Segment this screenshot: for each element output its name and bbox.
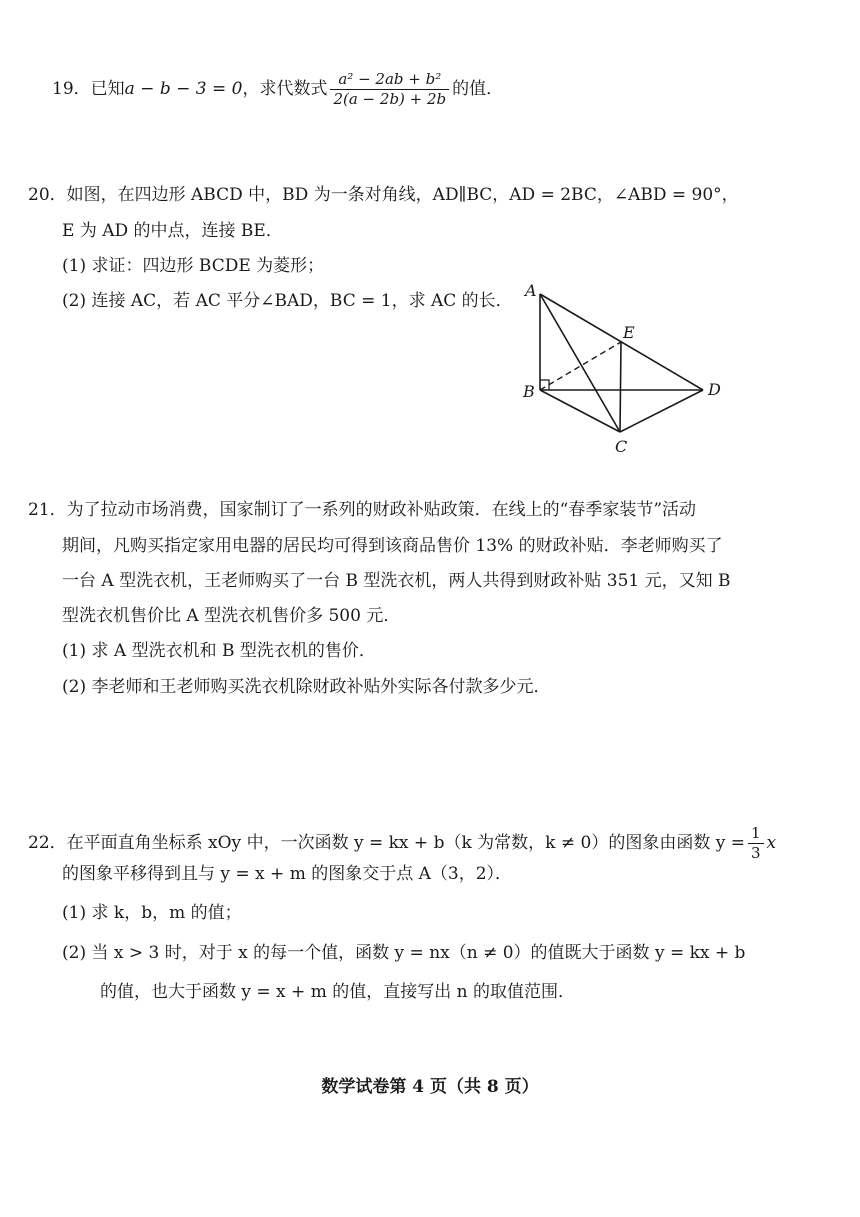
q19-fraction-numerator: a² − 2ab + b² [330,70,449,90]
q19-fraction [330,70,449,109]
q19-suffix: 的值． [452,79,504,99]
label-A: A [525,281,537,300]
label-B: B [523,382,535,401]
q21-line-3: 一台 A 型洗衣机，王老师购买了一台 B 型洗衣机，两人共得到财政补贴 351 元，又知 B [62,571,731,591]
q22-line-2: 的图象平移得到且与 y = x + m 的图象交于点 A（3，2）． [62,864,513,884]
question-19 [52,70,503,109]
q20-part-2: (2) 连接 AC，若 AC 平分∠BAD，BC = 1，求 AC 的长． [62,291,513,311]
q19-fraction-denominator: 2(a − 2b) + 2b [333,90,447,108]
segment-AD [540,294,703,390]
q22-line-1 [28,824,776,863]
q21-line-4: 型洗衣机售价比 A 型洗衣机售价多 500 元． [62,606,401,626]
q22-line-1-text: 22．在平面直角坐标系 xOy 中，一次函数 y = kx + b（k 为常数，k ≠ 0）的图象由函数 y = [28,833,745,853]
segment-CD [620,390,703,432]
q20-line-1: 20．如图，在四边形 ABCD 中，BD 为一条对角线，AD∥BC，AD = 2BC，∠ABD = 90°， [28,185,739,205]
label-D: D [708,380,721,399]
label-E: E [623,323,635,342]
q22-part-1: (1) 求 k，b，m 的值； [62,903,242,923]
q22-fraction-denominator: 3 [750,844,761,862]
q21-part-1: (1) 求 A 型洗衣机和 B 型洗衣机的售价． [62,641,376,661]
q19-condition: a − b − 3 = 0 [124,79,243,99]
segment-BE-dashed [540,342,621,390]
q22-line-1-x: x [766,833,777,853]
q22-fraction-numerator: 1 [748,824,764,844]
q21-line-1: 21．为了拉动市场消费，国家制订了一系列的财政补贴政策．在线上的“春季家装节”活动 [28,500,697,520]
q22-part-3: 的值，也大于函数 y = x + m 的值，直接写出 n 的取值范围． [100,982,575,1002]
q22-fraction [748,824,764,863]
q19-prefix: 19．已知 [52,79,125,99]
q21-part-2: (2) 李老师和王老师购买洗衣机除财政补贴外实际各付款多少元． [62,677,551,697]
page-footer: 数学试卷第 4 页（共 8 页） [321,1077,539,1097]
label-C: C [615,437,628,456]
q20-part-1: (1) 求证：四边形 BCDE 为菱形； [62,256,325,276]
q19-mid: ，求代数式 [242,79,328,99]
q20-line-2: E 为 AD 的中点，连接 BE． [62,221,283,241]
segment-EC [620,342,621,432]
quadrilateral-figure [515,282,725,457]
q22-part-2: (2) 当 x > 3 时，对于 x 的每一个值，函数 y = nx（n ≠ 0）的值既大于函数 y = kx + b [62,943,746,963]
q21-line-2: 期间，凡购买指定家用电器的居民均可得到该商品售价 13% 的财政补贴．李老师购买了 [62,536,723,556]
